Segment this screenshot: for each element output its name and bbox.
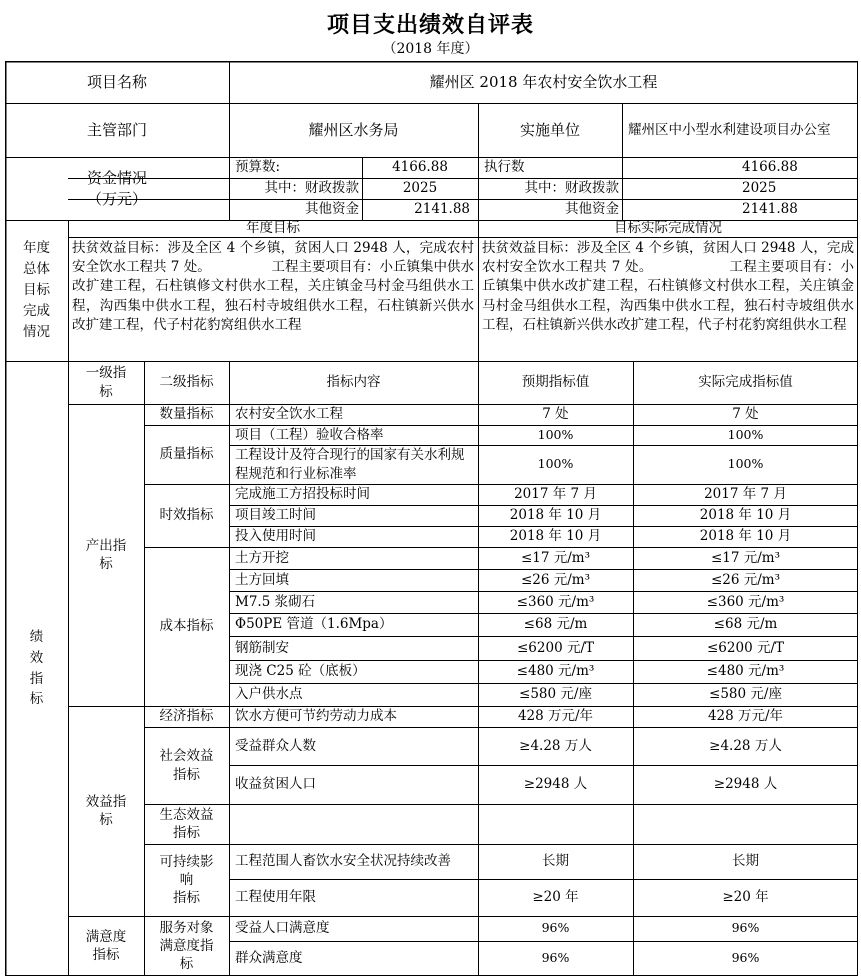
project-name-value: 耀州区 2018 年农村安全饮水工程 — [429, 72, 658, 91]
indicator-content: 入户供水点 — [235, 686, 303, 703]
indicator-content: 收益贫困人口 — [235, 776, 316, 793]
goals-side-label: 年度 总体 目标 完成 情况 — [23, 240, 50, 340]
indicator-content: 土方开挖 — [235, 549, 289, 566]
indicator-expected-value: 长期 — [542, 853, 569, 870]
header-actual: 实际完成指标值 — [698, 374, 793, 391]
actual-goal-text: 扶贫效益目标：涉及全区 4 个乡镇，贫困人口 2948 人，完成农村安全饮水工程共 7 处。 工程主要项目有：小丘镇集中供水改扩建工程，石柱镇修文村供水工程，关庄镇金马村金马组供水工程，沟西集中供水工程，独石村寺坡组供水工程，石柱镇新兴供水改扩建工程，代子村花豹窝组供水工程 — [482, 240, 854, 333]
indicator-content: 项目（工程）验收合格率 — [235, 426, 384, 443]
annual-goal-text: 扶贫效益目标：涉及全区 4 个乡镇，贫困人口 2948 人，完成农村安全饮水工程共 7 处。 工程主要项目有：小丘镇集中供水改扩建工程，石柱镇修文村供水工程，关庄镇金马村金马组供水工程，沟西集中供水工程，独石村寺坡组供水工程，石柱镇新兴供水改扩建工程，代子村花豹窝组供水工程 — [72, 240, 474, 333]
project-name-label: 项目名称 — [86, 72, 147, 91]
dept-value: 耀州区水务局 — [308, 120, 399, 139]
header-expected: 预期指标值 — [521, 374, 590, 391]
indicator-actual-value: ≥20 年 — [722, 889, 769, 906]
indicator-expected-value: 96% — [541, 950, 570, 966]
indicator-expected-value: ≤580 元/座 — [519, 686, 592, 703]
indicator-expected-value: ≥20 年 — [532, 889, 579, 906]
indicator-content: 饮水方便可节约劳动力成本 — [235, 708, 397, 725]
indicators-side-label: 绩 效 指 标 — [29, 628, 44, 708]
indicator-expected-value — [478, 804, 633, 844]
indicator-actual-value: 2018 年 10 月 — [699, 528, 792, 545]
indicator-actual-value: 100% — [727, 456, 764, 472]
indicator-actual-value: ≤68 元/m — [713, 616, 778, 633]
indicator-expected-value: 428 万元/年 — [517, 708, 594, 725]
indicator-actual-value: ≥2948 人 — [713, 776, 778, 793]
indicator-actual-value: ≤480 元/m³ — [706, 663, 785, 680]
header-level2: 二级指标 — [159, 374, 214, 391]
output-indicator-label: 产出指 标 — [85, 537, 127, 572]
header-content: 指标内容 — [326, 374, 381, 391]
indicator-content: 完成施工方招投标时间 — [235, 486, 370, 503]
indicator-expected-value: 2018 年 10 月 — [509, 528, 602, 545]
budget-fiscal-value: 2025 — [402, 180, 438, 197]
indicator-actual-value: ≤580 元/座 — [709, 686, 782, 703]
exec-label: 执行数 — [484, 159, 525, 176]
indicator-actual-value: ≤26 元/m³ — [710, 571, 781, 588]
budget-other-value: 2141.88 — [414, 201, 470, 218]
indicator-expected-value: 96% — [541, 920, 570, 936]
indicator-content: 钢筋制安 — [235, 639, 289, 656]
indicator-expected-value: ≤6200 元/T — [516, 639, 594, 656]
indicator-expected-value: 100% — [537, 426, 574, 442]
header-level1: 一级指 标 — [85, 365, 127, 400]
budget-label: 预算数: — [235, 159, 281, 176]
indicator-expected-value: 2017 年 7 月 — [514, 486, 597, 503]
indicator-content: 工程范围人畜饮水安全状况持续改善 — [235, 853, 451, 870]
indicator-content — [229, 804, 478, 844]
indicator-content: 工程使用年限 — [235, 889, 316, 906]
funds-label: 资金情况 （万元） — [86, 169, 147, 208]
exec-value: 4166.88 — [742, 159, 798, 176]
budget-fiscal-label: 其中：财政拨款 — [264, 180, 359, 197]
indicator-actual-value: 100% — [727, 426, 764, 442]
annual-goal-header: 年度目标 — [246, 220, 300, 237]
satisfaction-indicator-label: 满意度 指标 — [85, 928, 127, 963]
doc-subtitle: （2018 年度） — [382, 41, 479, 57]
indicator-actual-value: ≤6200 元/T — [706, 639, 784, 656]
indicator-expected-value: 7 处 — [542, 406, 569, 423]
indicator-actual-value: 2018 年 10 月 — [699, 507, 792, 524]
indicator-content: 群众满意度 — [235, 950, 303, 967]
indicator-actual-value: ≤360 元/m³ — [706, 593, 785, 610]
quantity-indicator: 数量指标 — [159, 406, 214, 423]
timeliness-indicator: 时效指标 — [159, 507, 214, 524]
indicator-content: M7.5 浆砌石 — [235, 593, 316, 610]
indicator-actual-value: 428 万元/年 — [707, 708, 784, 725]
indicator-actual-value: ≤17 元/m³ — [710, 549, 781, 566]
cost-indicator: 成本指标 — [159, 618, 214, 635]
service-satisfaction-indicator: 服务对象 满意度指 标 — [159, 919, 214, 973]
indicator-actual-value: 7 处 — [732, 406, 759, 423]
economic-indicator: 经济指标 — [159, 708, 214, 725]
exec-other-value: 2141.88 — [742, 201, 798, 218]
sustainable-indicator: 可持续影 响 指标 — [159, 853, 214, 907]
impl-unit-label: 实施单位 — [519, 120, 580, 139]
indicator-expected-value: ≤480 元/m³ — [516, 663, 595, 680]
impl-unit-value: 耀州区中小型水利建设项目办公室 — [628, 121, 831, 138]
quality-indicator: 质量指标 — [159, 446, 214, 463]
dept-label: 主管部门 — [86, 120, 147, 139]
indicator-content: 土方回填 — [235, 571, 289, 588]
evaluation-table — [5, 61, 858, 976]
indicator-actual-value: 长期 — [732, 853, 759, 870]
indicator-content: Φ50PE 管道（1.6Mpa） — [235, 616, 393, 633]
indicator-actual-value: ≥4.28 万人 — [709, 737, 782, 754]
indicator-content: 受益人口满意度 — [235, 920, 330, 937]
indicator-content: 工程设计及符合现行的国家有关水利规程规范和行业标准率 — [235, 447, 465, 482]
actual-goal-header: 目标实际完成情况 — [614, 220, 722, 237]
exec-other-label: 其他资金 — [565, 201, 619, 218]
indicator-actual-value: 96% — [731, 920, 760, 936]
indicator-actual-value: 2017 年 7 月 — [704, 486, 787, 503]
budget-value: 4166.88 — [392, 159, 448, 176]
indicator-expected-value: 2018 年 10 月 — [509, 507, 602, 524]
social-indicator: 社会效益 指标 — [159, 748, 214, 783]
doc-title: 项目支出绩效自评表 — [326, 12, 534, 38]
indicator-expected-value: ≥4.28 万人 — [519, 737, 592, 754]
indicator-content: 农村安全饮水工程 — [235, 406, 343, 423]
exec-fiscal-label: 其中：财政拨款 — [524, 180, 619, 197]
indicator-content: 投入使用时间 — [235, 528, 316, 545]
indicator-content: 项目竣工时间 — [235, 507, 316, 524]
exec-fiscal-value: 2025 — [742, 180, 777, 197]
indicator-content: 受益群众人数 — [235, 737, 316, 754]
indicator-actual-value: 96% — [731, 950, 760, 966]
budget-other-label: 其他资金 — [305, 201, 359, 218]
indicator-expected-value: ≥2948 人 — [523, 776, 588, 793]
ecological-indicator: 生态效益 指标 — [159, 806, 214, 841]
indicator-actual-value — [633, 804, 858, 844]
indicator-expected-value: ≤17 元/m³ — [520, 549, 591, 566]
indicator-expected-value: 100% — [537, 456, 574, 472]
indicator-expected-value: ≤360 元/m³ — [516, 593, 595, 610]
benefit-indicator-label: 效益指 标 — [85, 793, 127, 828]
indicator-expected-value: ≤26 元/m³ — [520, 571, 591, 588]
indicator-content: 现浇 C25 砼（底板） — [235, 663, 366, 680]
indicator-expected-value: ≤68 元/m — [523, 616, 588, 633]
